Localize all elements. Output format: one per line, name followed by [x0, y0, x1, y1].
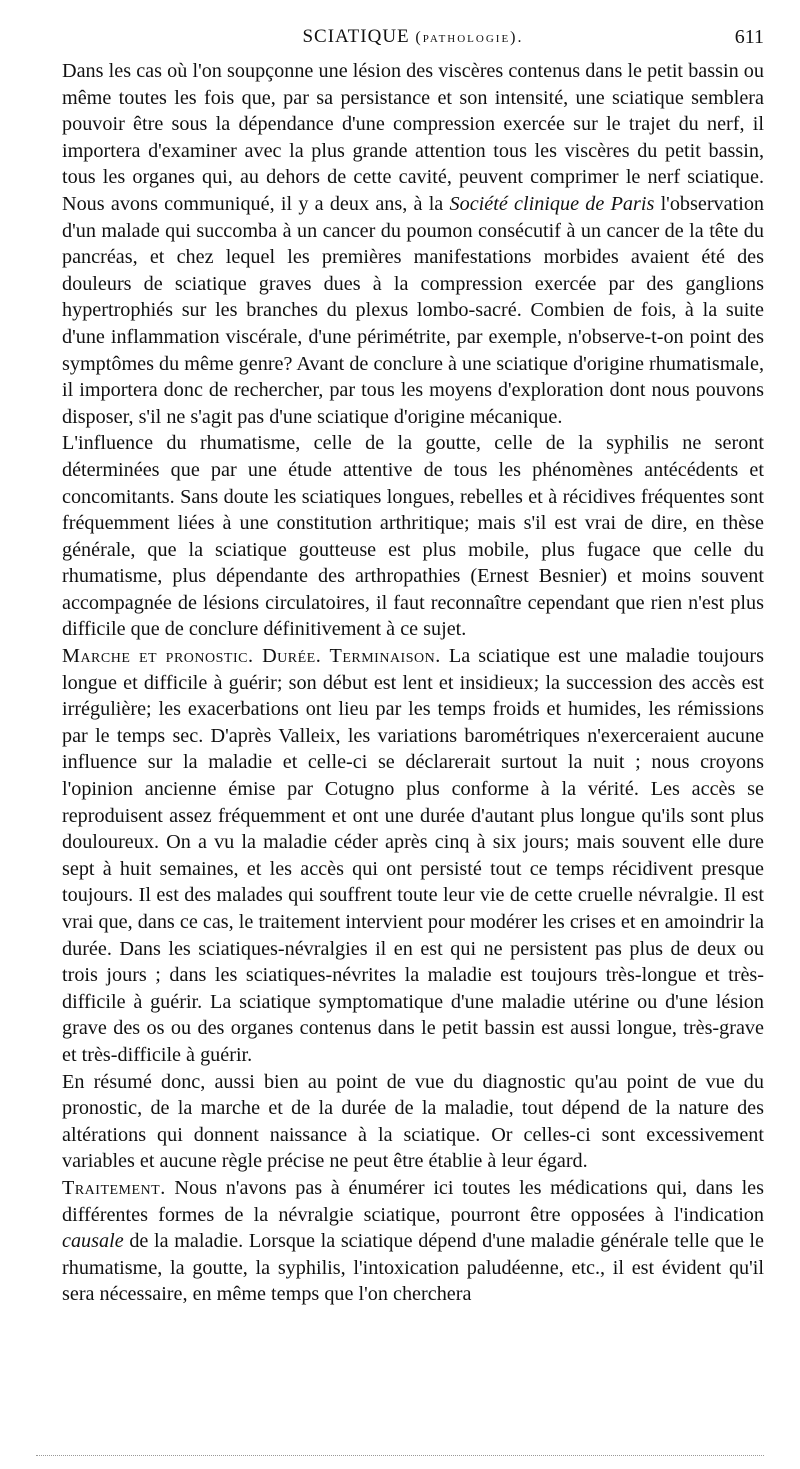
paragraph-text: l'observation d'un malade qui succomba à un cancer du poumon consécutif à un cancer de la tête du pancréas, et chez lequel les premières manifestations morbides avaient été des douleurs de sciatique graves dues à la compression exercée par des ganglions hypertrophiés sur les branches du plexus lombo-sacré. Combien de fois, à la suite d'une inflammation viscérale, d'une périmétrite, par exemple, n'observe-t-on point des symptômes du même genre? Avant de conclure à une sciatique d'origine rhumatismale, il importera donc de rechercher, par tous les moyens d'exploration dont nous pouvons disposer, s'il ne s'agit pas d'une sciatique d'origine mécanique. — [62, 192, 765, 428]
paragraph-text: L'influence du rhumatisme, celle de la goutte, celle de la syphilis ne seront déterminées que par une étude attentive de tous les phénomènes antécédents et concomitants. Sans doute les sciatiques longues, rebelles et à récidives fréquentes sont fréquemment liées à une constitution arthritique; mais s'il est vrai de dire, en thèse générale, que la sciatique goutteuse est plus mobile, plus fugace que celle du rhumatisme, plus dépendante des arthropathies (Ernest Besnier) et moins souvent accompagnée de lésions circulatoires, il faut reconnaître cependant que rien n'est plus difficile que de conclure définitivement à ce sujet. — [62, 432, 764, 641]
italic-term: Société clinique de Paris — [449, 192, 655, 215]
paragraph-text: En résumé donc, aussi bien au point de vue du diagnostic qu'au point de vue du pronostic, de la marche et de la durée de la maladie, tout dépend de la nature des altérations qui donnent naissance à la sciatique. Or celles-ci sont excessivement variables et aucune règle précise ne peut être établie à leur égard. — [62, 1070, 764, 1173]
header-subtitle: (pathologie). — [415, 29, 524, 46]
bottom-dotted-rule — [36, 1455, 764, 1456]
paragraph-text: La sciatique est une maladie toujours longue et difficile à guérir; son début est lent et insidieux; la succession des accès est irrégulière; les exacerbations ont lieu par les temps froids et humides, les rémissions par le temps sec. D'après Valleix, les variations barométriques n'exerceraient aucune influence sur la maladie et celle-ci se déclarerait surtout la nuit ; nous croyons l'opinion ancienne émise par Cotugno plus conforme à la vérité. Les accès se reproduisent assez fréquemment et ont une durée d'autant plus longue qu'ils sont plus douloureux. On a vu la maladie céder après cinq à six jours; mais souvent elle dure sept à huit semaines, et les accès qui ont persisté tout ce temps récidivent presque toujours. Il est des malades qui souffrent toute leur vie de cette cruelle névralgie. Il est vrai que, dans ce cas, le traitement intervient pour modérer les crises et en amoindrir la durée. Dans les sciatiques-névralgies il en est qui ne persistent pas plus de deux ou trois jours ; dans les sciatiques-névrites la maladie est toujours très-longue et très-difficile à guérir. La sciatique symptomatique d'une maladie utérine ou d'une lésion grave des os ou des organes contenus dans le petit bassin est aussi longue, très-grave et très-difficile à guérir. — [62, 645, 764, 1066]
paragraph-2 — [62, 430, 764, 643]
section-heading: Traitement. — [62, 1176, 166, 1199]
paragraph-1 — [62, 58, 764, 430]
paragraph-text: Nous n'avons pas à énumérer ici toutes les médications qui, dans les différentes formes de la névralgie sciatique, pourront être opposées à l'indication — [62, 1176, 764, 1226]
italic-term: causale — [62, 1230, 124, 1253]
running-header — [62, 22, 764, 52]
text-body — [62, 58, 764, 1308]
paragraph-3 — [62, 643, 764, 1069]
paragraph-text: Dans les cas où l'on soupçonne une lésion des viscères contenus dans le petit bassin ou même toutes les fois que, par sa persistance et son intensité, une sciatique semblera pouvoir être sous la dépendance d'une compression exercée sur le trajet du nerf, il importera d'examiner avec la plus grande attention tous les viscères du petit bassin, tous les organes qui, au dehors de cette cavité, peuvent comprimer le nerf sciatique. Nous avons communiqué, il y a deux ans, à la — [62, 60, 764, 215]
header-title: SCIATIQUE — [302, 26, 410, 47]
paragraph-text: de la maladie. Lorsque la sciatique dépend d'une maladie générale telle que le rhumatisme, la goutte, la syphilis, l'intoxication paludéenne, etc., il est évident qu'il sera nécessaire, en même temps que l'on cherchera — [62, 1230, 764, 1306]
paragraph-5 — [62, 1175, 764, 1308]
paragraph-4 — [62, 1069, 764, 1175]
page-number: 611 — [734, 26, 764, 48]
running-title — [62, 26, 764, 48]
section-heading: Marche et pronostic. Durée. Terminaison. — [62, 645, 441, 668]
